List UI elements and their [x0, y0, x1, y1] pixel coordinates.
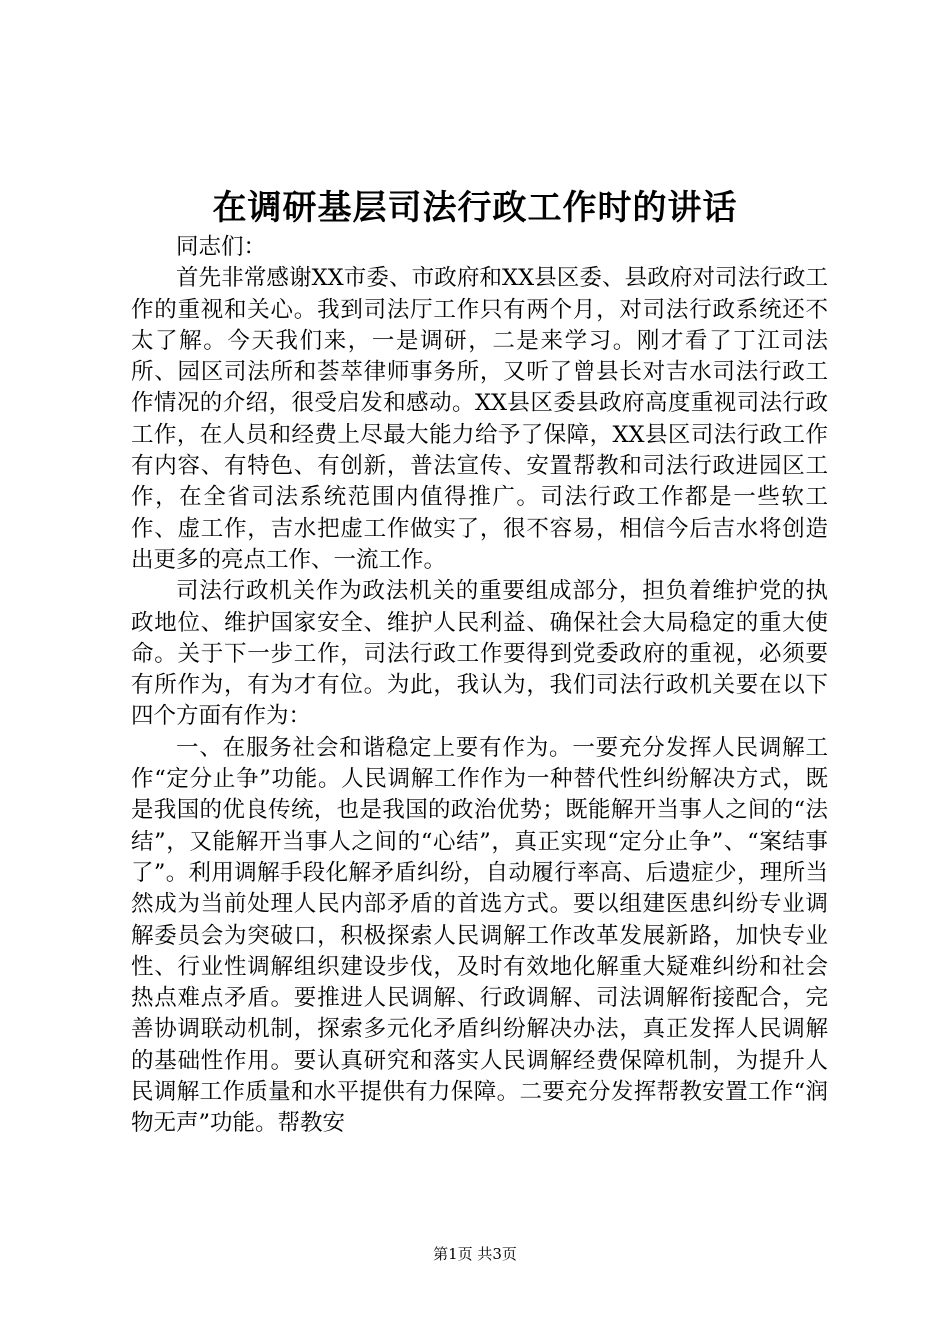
document-body: [131, 232, 828, 1140]
document-title: 在调研基层司法行政工作时的讲话: [212, 188, 738, 228]
paragraph: 一、在服务社会和谐稳定上要有作为。一要充分发挥人民调解工作“定分止争”功能。人民调解工作作为一种替代性纠纷解决方式，既是我国的优良传统，也是我国的政治优势；既能解开当事人之间的“法结”，又能解开当事人之间的“心结”，真正实现“定分止争”、“案结事了”。利用调解手段化解矛盾纠纷，自动履行率高、后遗症少，理所当然成为当前处理人民内部矛盾的首选方式。要以组建医患纠纷专业调解委员会为突破口，积极探索人民调解工作改革发展新路，加快专业性、行业性调解组织建设步伐，及时有效地化解重大疑难纠纷和社会热点难点矛盾。要推进人民调解、行政调解、司法调解衔接配合，完善协调联动机制，探索多元化矛盾纠纷解决办法，真正发挥人民调解的基础性作用。要认真研究和落实人民调解经费保障机制，为提升人民调解工作质量和水平提供有力保障。二要充分发挥帮教安置工作“润物无声”功能。帮教安: [131, 734, 828, 1137]
salutation: 同志们：: [176, 234, 267, 260]
paragraph: 首先非常感谢XX市委、市政府和XX县区委、县政府对司法行政工作的重视和关心。我到司法厅工作只有两个月，对司法行政系统还不太了解。今天我们来，一是调研，二是来学习。刚才看了丁江司法所、园区司法所和荟萃律师事务所，又听了曾县长对吉水司法行政工作情况的介绍，很受启发和感动。XX县区委县政府高度重视司法行政工作，在人员和经费上尽最大能力给予了保障，XX县区司法行政工作有内容、有特色、有创新，普法宣传、安置帮教和司法行政进园区工作，在全省司法系统范围内值得推广。司法行政工作都是一些软工作、虚工作，吉水把虚工作做实了，很不容易，相信今后吉水将创造出更多的亮点工作、一流工作。: [131, 265, 828, 573]
page-number-footer: 第1页 共3页: [433, 1245, 517, 1263]
paragraph: 司法行政机关作为政法机关的重要组成部分，担负着维护党的执政地位、维护国家安全、维护人民利益、确保社会大局稳定的重大使命。关于下一步工作，司法行政工作要得到党委政府的重视，必须要有所作为，有为才有位。为此，我认为，我们司法行政机关要在以下四个方面有作为：: [131, 578, 828, 730]
